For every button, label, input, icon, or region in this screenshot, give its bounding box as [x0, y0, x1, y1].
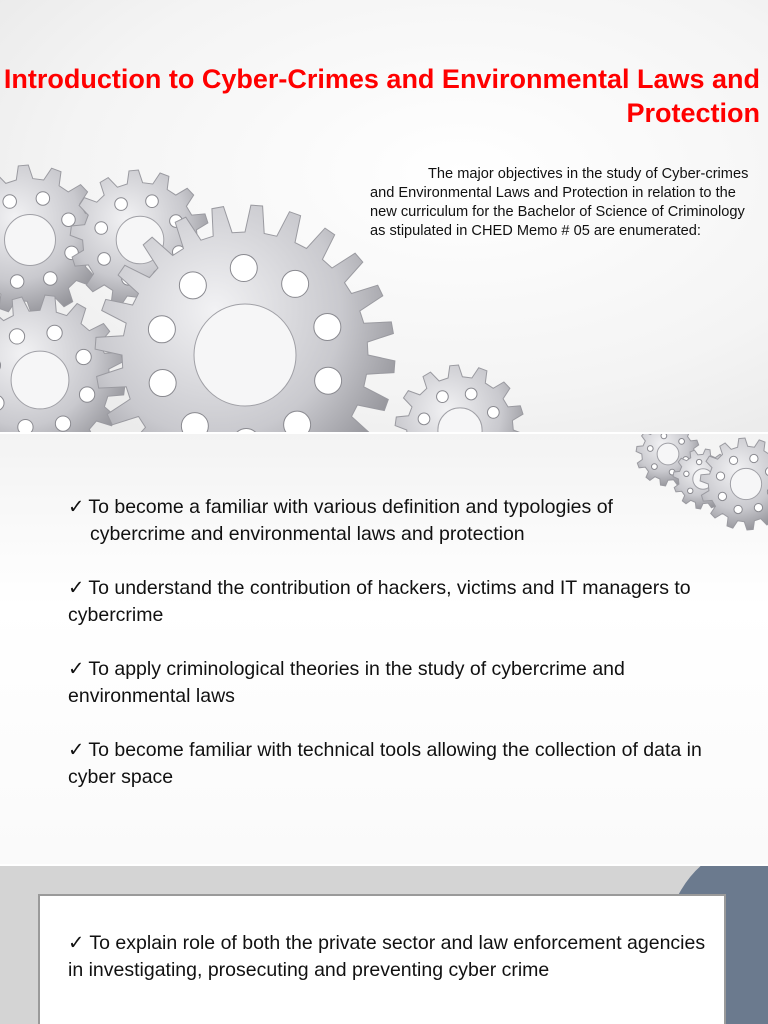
objectives-list	[68, 494, 708, 818]
gear-hub	[11, 351, 69, 409]
gear-hole	[179, 272, 206, 299]
checkmark-icon: ✓	[68, 577, 85, 599]
content-box	[38, 894, 726, 1024]
gear-hole	[282, 270, 309, 297]
gear-hole	[465, 388, 477, 400]
gear-hole	[314, 313, 341, 340]
gear-hole	[679, 439, 685, 445]
gear-hole	[10, 275, 24, 289]
slide-1	[0, 0, 768, 432]
checkmark-icon: ✓	[68, 932, 90, 954]
gear-hole	[95, 222, 108, 235]
list-item	[68, 494, 708, 548]
gear-hole	[230, 255, 257, 282]
gear-hole	[750, 454, 758, 462]
slide-title: Introduction to Cyber-Crimes and Environmental Laws and Protection	[3, 64, 760, 128]
list-item	[68, 737, 708, 791]
checkmark-icon: ✓	[68, 739, 85, 761]
gear-hole	[729, 456, 737, 464]
gear-hole	[55, 416, 70, 431]
checkmark-icon: ✓	[68, 496, 85, 518]
objective-text: To explain role of both the private sector and law enforcement agencies in investigating, prosecuting and preventing cyber crime	[68, 932, 706, 981]
gear-hole	[437, 391, 449, 403]
gear-hole	[696, 459, 701, 464]
gear-hole	[47, 325, 62, 340]
gear-hole	[44, 272, 58, 286]
gear-hub	[657, 443, 679, 465]
gear-hole	[79, 387, 94, 402]
gear-hole	[418, 413, 430, 425]
intro-paragraph: The major objectives in the study of Cyber-crimes and Environmental Laws and Protection in relation to the new curriculum for the Bachelor of Science of Criminology as stipulated in CHED Memo # 05 are enumerated:	[370, 166, 749, 239]
list-item	[68, 656, 708, 710]
gear-hole	[716, 472, 724, 480]
gear-hole	[718, 492, 726, 500]
gear-hub	[730, 468, 761, 499]
gear-hole	[36, 192, 50, 206]
slide-2	[0, 434, 768, 864]
gear-hole	[684, 471, 689, 476]
objective-text: To become familiar with technical tools allowing the collection of data in cyber space	[68, 739, 702, 788]
gear-hole	[652, 464, 658, 470]
slide-3	[0, 866, 768, 1024]
gear-hub	[5, 215, 56, 266]
gear-hole	[149, 370, 176, 397]
gear-hole	[76, 349, 91, 364]
gear-hole	[9, 329, 24, 344]
list-item	[68, 930, 718, 984]
checkmark-icon: ✓	[68, 658, 85, 680]
gear-hole	[3, 195, 17, 209]
gear-hole	[146, 195, 159, 208]
gear-hole	[647, 446, 653, 452]
gear-hole	[734, 505, 742, 513]
gear-hole	[487, 407, 499, 419]
gear-hole	[62, 213, 76, 227]
objective-text: To apply criminological theories in the study of cybercrime and environmental laws	[68, 658, 625, 707]
gear-hole	[754, 503, 762, 511]
list-item	[68, 575, 708, 629]
gear-hole	[315, 367, 342, 394]
gear-hole	[98, 253, 111, 266]
gear-hole	[115, 198, 128, 211]
objective-text: To understand the contribution of hackers, victims and IT managers to cybercrime	[68, 577, 691, 626]
gear-hole	[688, 488, 693, 493]
gear-hole	[18, 419, 33, 432]
gear-hole	[661, 434, 667, 439]
gear-hub	[194, 304, 296, 406]
gear-hole	[148, 316, 175, 343]
objective-text: To become a familiar with various definition and typologies of cybercrime and environmental laws and protection	[88, 496, 613, 545]
